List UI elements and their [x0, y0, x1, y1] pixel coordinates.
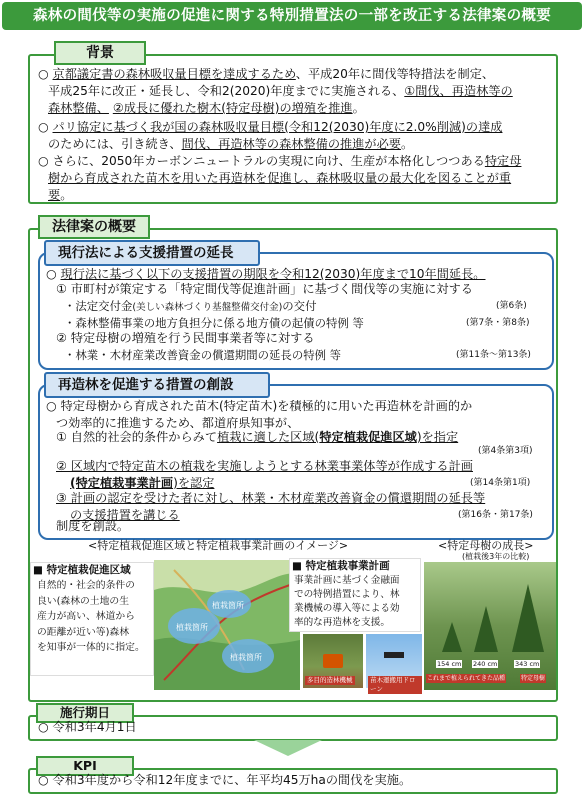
bullet-icon: ○: [38, 67, 53, 81]
extension-item-1a: ・法定交付金(美しい森林づくり基盤整備交付金)の交付: [64, 299, 317, 313]
extension-item-1b: ・森林整備事業の地方負担分に係る地方債の起債の特例 等: [64, 316, 364, 330]
new-measure-1: ① 自然的社会的条件からみて植栽に適した区域(特定植栽促進区域)を指定: [56, 430, 459, 444]
zone-info-text: 自然的・社会的条件の 良い(森林の土地の生 産力が高い、林道から の距離が近い等)森林 を知事が一体的に指定。: [37, 580, 145, 653]
bullet-icon: ○: [38, 773, 53, 787]
kpi-label: KPI: [36, 756, 134, 776]
extension-label: 現行法による支援措置の延長: [44, 240, 260, 266]
extension-item-1: ① 市町村が策定する「特定間伐等促進計画」に基づく間伐等の実施に対する: [56, 282, 473, 296]
background-label: 背景: [54, 41, 146, 65]
image-caption-right-sub: (植栽後3年の比較): [462, 552, 530, 561]
plan-info-box: [289, 558, 421, 632]
new-measure-3-ref: (第16条・第17条): [458, 510, 533, 520]
zone-map: [154, 560, 300, 690]
photo1-caption: 多目的造林機械: [307, 676, 353, 684]
plan-info-title: ■ 特定植栽事業計画: [292, 560, 390, 572]
kpi-text: ○ 令和3年度から令和12年度までに、年平均45万haの間伐を実施。: [38, 773, 412, 787]
new-measure-3: ③ 計画の認定を受けた者に対し、林業・木材産業改善資金の償還期間の延長等 の支援措置を講じる: [56, 491, 486, 522]
new-measure-1-ref: (第4条第3項): [478, 446, 533, 456]
drone-photo: [366, 634, 422, 693]
effective-date-label: 施行期日: [36, 703, 134, 723]
page-title: 森林の間伐等の実施の促進に関する特別措置法の一部を改正する法律案の概要: [2, 2, 582, 30]
height-label-1: 154 cm: [437, 660, 462, 668]
zone-info-title: ■ 特定植栽促進区域: [33, 564, 131, 576]
background-para-3: ○ さらに、2050年カーボンニュートラルの実現に向け、生産が本格化しつつある特定母 樹から育成された苗木を用いた再造林を促進し、森林吸収量の最大化を図ることが重 要。: [38, 154, 522, 202]
extension-lead: ○ 現行法に基づく以下の支援措置の期限を令和12(2030)年度まで10年間延長。: [46, 267, 486, 281]
new-measures-label: 再造林を促進する措置の創設: [44, 372, 270, 398]
map-label-3: 植栽箇所: [230, 653, 262, 662]
photo2-caption: 苗木運搬用ドローン: [368, 676, 422, 694]
image-caption-right: <特定母樹の成長>: [438, 539, 534, 552]
bullet-icon: ○: [38, 720, 53, 734]
bullet-icon: ○: [38, 154, 53, 168]
height-label-2: 240 cm: [473, 660, 498, 668]
extension-item-2: ② 特定母樹の増殖を行う民間事業者等に対する: [56, 331, 315, 345]
background-para-2: ○ パリ協定に基づく我が国の森林吸収量目標(令和12(2030)年度に2.0%削減)の達成 のためには、引き続き、間伐、再造林等の森林整備の推進が必要。: [38, 120, 503, 151]
growth-label-right: 特定母樹: [521, 675, 546, 682]
down-arrow-icon: [254, 740, 322, 756]
image-caption-left: <特定植栽促進区域と特定植栽事業計画のイメージ>: [88, 539, 349, 552]
new-measures-closing: 制度を創設。: [56, 519, 130, 533]
extension-item-1b-ref: (第7条・第8条): [466, 318, 530, 328]
extension-item-1a-ref: (第6条): [496, 301, 527, 311]
zone-info-box: [30, 562, 154, 676]
height-label-3: 343 cm: [515, 660, 540, 668]
map-label-2: 植栽箇所: [212, 601, 244, 610]
extension-item-2a-ref: (第11条～第13条): [456, 350, 531, 360]
background-para-1: ○ 京都議定書の森林吸収量目標を達成するため、平成20年に間伐等特措法を制定、 平成25年に改正・延長し、令和2(2020)年度までに実施される、①間伐、再造林等の 森林整備、 ②成長に優れた樹木(特定母樹)の増殖を推進。: [38, 67, 513, 115]
new-measure-2-ref: (第14条第1項): [470, 478, 531, 488]
effective-date-text: ○ 令和3年4月1日: [38, 720, 137, 734]
overview-label: 法律案の概要: [38, 215, 150, 239]
map-label-1: 植栽箇所: [176, 623, 208, 632]
extension-item-2a: ・林業・木材産業改善資金の償還期間の延長の特例 等: [64, 348, 341, 362]
new-measure-2: ② 区域内で特定苗木の植栽を実施しようとする林業事業体等が作成する計画 (特定植栽事業計画)を認定: [56, 459, 473, 490]
growth-label-left: これまで植えられてきた品種: [427, 675, 506, 682]
bullet-icon: ○: [38, 120, 53, 134]
bullet-icon: ○: [46, 399, 61, 413]
growth-trees-graphic: [424, 562, 556, 690]
bullet-icon: ○: [46, 267, 61, 281]
mother-tree-growth-photo: [424, 562, 556, 690]
forestry-machine-photo: [303, 634, 363, 688]
plan-info-text: 事業計画に基づく金融面 での特例措置により、林 業機械の導入等による効 率的な再造林を支援。: [294, 575, 400, 628]
new-measures-lead: ○ 特定母樹から育成された苗木(特定苗木)を積極的に用いた再造林を計画的か つ効率的に推進するため、都道府県知事が、: [46, 399, 473, 430]
